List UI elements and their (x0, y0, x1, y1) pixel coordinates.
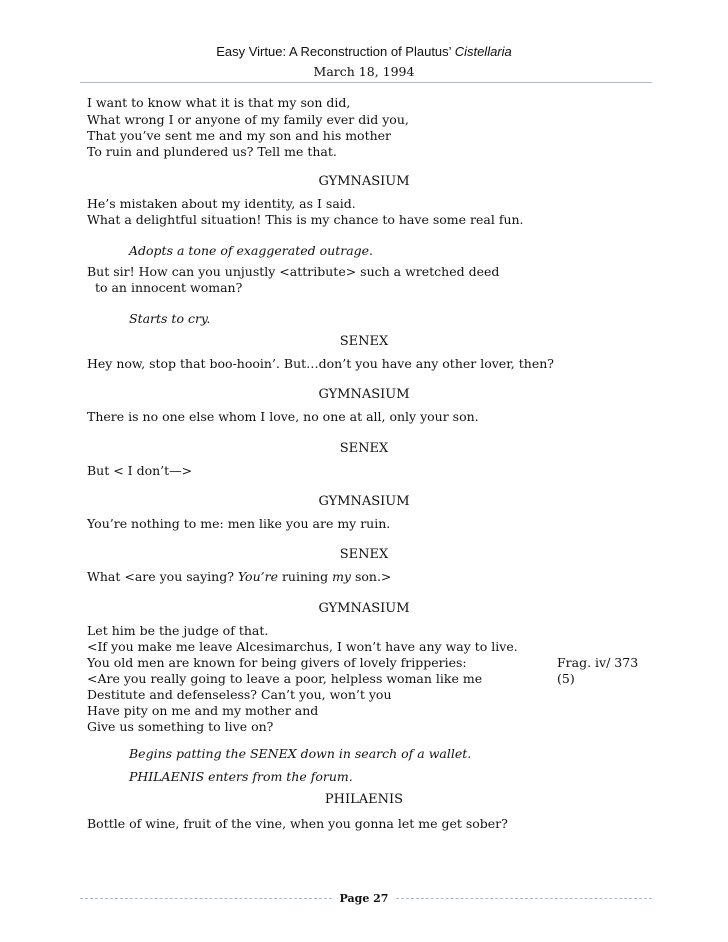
dialogue-line: to an innocent woman? (87, 280, 243, 295)
dialogue-line: I want to know what it is that my son did, (87, 95, 351, 110)
running-header-date: March 18, 1994 (313, 64, 415, 79)
dialogue-line: <If you make me leave Alcesimarchus, I won’t have any way to live. (87, 639, 518, 654)
footer-rule-right (396, 898, 652, 899)
stage-direction: Adopts a tone of exaggerated outrage. (129, 243, 374, 258)
dialogue-line: Have pity on me and my mother and (87, 703, 319, 718)
dialogue-line: What wrong I or anyone of my family ever did you, (87, 112, 409, 127)
dialogue-line: What a delightful situation! This is my chance to have some real fun. (87, 212, 524, 227)
footer-rule-left (80, 898, 332, 899)
dialogue-line: But sir! How can you unjustly <attribute> such a wretched deed (87, 264, 500, 279)
dialogue-emphasis: You’re (237, 569, 278, 584)
dialogue-line: There is no one else whom I love, no one at all, only your son. (87, 409, 479, 424)
dialogue-line: He’s mistaken about my identity, as I said. (87, 196, 356, 211)
dialogue-line: But < I don’t—> (87, 463, 193, 478)
dialogue-line: That you’ve sent me and my son and his mother (87, 128, 392, 143)
speaker-name: SENEX (339, 547, 389, 562)
dialogue-line (87, 568, 391, 585)
dialogue-line: Hey now, stop that boo-hooin’. But…don’t you have any other lover, then? (87, 356, 554, 371)
dialogue-line: <Are you really going to leave a poor, helpless woman like me (87, 671, 483, 686)
dialogue-emphasis: my (332, 569, 351, 584)
running-header-title (0, 44, 728, 59)
speaker-name: GYMNASIUM (318, 174, 410, 189)
speaker-name: GYMNASIUM (318, 387, 410, 402)
header-title-text: Easy Virtue: A Reconstruction of Plautus’ (216, 44, 455, 59)
stage-direction: Starts to cry. (129, 311, 211, 326)
stage-direction: PHILAENIS enters from the forum. (129, 769, 353, 784)
dialogue-line: Give us something to live on? (87, 719, 274, 734)
speaker-name: GYMNASIUM (318, 494, 410, 509)
header-rule (80, 82, 652, 83)
speaker-name: GYMNASIUM (318, 601, 410, 616)
stage-direction: Begins patting the SENEX down in search of a wallet. (129, 746, 472, 761)
speaker-name: SENEX (339, 441, 389, 456)
dialogue-line: Let him be the judge of that. (87, 623, 269, 638)
margin-note: Frag. iv/ 373 (557, 655, 639, 670)
dialogue-line: Destitute and defenseless? Can’t you, won’t you (87, 687, 392, 702)
speaker-name: PHILAENIS (324, 792, 404, 807)
dialogue-line: You old men are known for being givers of lovely fripperies: (87, 655, 467, 670)
margin-note: (5) (557, 671, 575, 686)
speaker-name: SENEX (339, 334, 389, 349)
dialogue-fragment: son.> (350, 569, 392, 584)
dialogue-fragment: What <are you saying? (87, 569, 238, 584)
header-title-italic: Cistellaria (454, 44, 512, 59)
dialogue-line: To ruin and plundered us? Tell me that. (87, 144, 337, 159)
dialogue-fragment: ruining (277, 569, 333, 584)
dialogue-line: You’re nothing to me: men like you are my ruin. (87, 516, 391, 531)
page-number: Page 27 (334, 892, 394, 905)
dialogue-line: Bottle of wine, fruit of the vine, when you gonna let me get sober? (87, 816, 508, 831)
